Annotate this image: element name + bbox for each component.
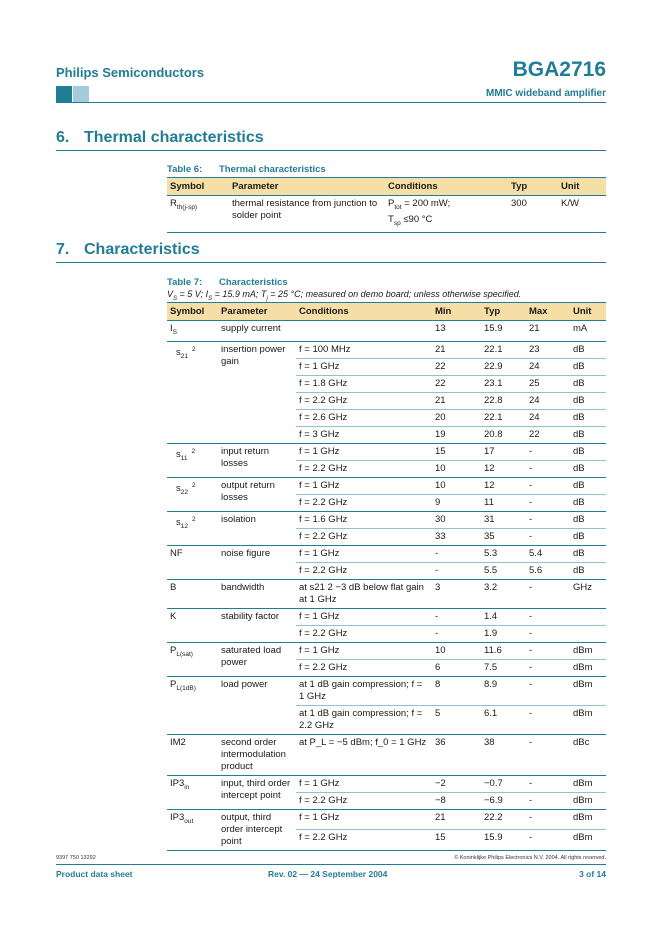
parameter-cell: noise figure	[218, 545, 296, 579]
min-cell: -	[432, 562, 481, 579]
table-row	[167, 608, 606, 625]
condition-cell: f = 2.2 GHz	[296, 392, 432, 409]
min-cell: 21	[432, 341, 481, 358]
unit-cell: dBm	[570, 642, 606, 659]
table-row	[167, 477, 606, 494]
condition-cell: at 1 dB gain compression; f = 2.2 GHz	[296, 705, 432, 734]
symbol-cell: $I_S$	[167, 321, 218, 342]
min-cell: 5	[432, 705, 481, 734]
condition-cell: f = 1 GHz	[296, 775, 432, 792]
unit-cell: dB	[570, 426, 606, 443]
min-cell: 20	[432, 409, 481, 426]
unit-cell: dB	[570, 375, 606, 392]
min-cell: 15	[432, 830, 481, 851]
typ-cell: 22.2	[481, 809, 526, 830]
typ-cell: 23.1	[481, 375, 526, 392]
unit-cell: dBm	[570, 809, 606, 830]
parameter-cell: saturated load power	[218, 642, 296, 676]
min-cell: 21	[432, 809, 481, 830]
condition-cell: at s21 2 −3 dB below flat gain at 1 GHz	[296, 579, 432, 608]
col-header: Typ	[508, 178, 558, 196]
section-6-heading: 6. Thermal characteristics	[56, 129, 264, 146]
characteristics-table	[167, 302, 606, 851]
min-cell: 22	[432, 375, 481, 392]
footer-page-number: 3 of 14	[579, 869, 606, 879]
footer-doc-type: Product data sheet	[56, 869, 133, 879]
typ-cell: 35	[481, 528, 526, 545]
parameter-cell: second order intermodulation product	[218, 734, 296, 775]
condition-cell: f = 2.2 GHz	[296, 528, 432, 545]
unit-cell: dB	[570, 511, 606, 528]
typ-cell: 15.9	[481, 321, 526, 342]
condition-cell: f = 1 GHz	[296, 642, 432, 659]
unit-cell: dB	[570, 460, 606, 477]
unit-cell: dB	[570, 409, 606, 426]
parameter-cell: load power	[218, 676, 296, 734]
symbol-cell: $IP3_{in}$	[167, 775, 218, 809]
min-cell: −8	[432, 792, 481, 809]
unit-cell: mA	[570, 321, 606, 342]
min-cell: -	[432, 625, 481, 642]
unit-cell: dB	[570, 392, 606, 409]
typ-cell: 5.3	[481, 545, 526, 562]
min-cell: 6	[432, 659, 481, 676]
condition-cell: at P_L = −5 dBm; f_0 = 1 GHz	[296, 734, 432, 775]
min-cell: 8	[432, 676, 481, 705]
max-cell: -	[526, 659, 570, 676]
part-number: BGA2716	[512, 58, 606, 81]
unit-cell	[570, 625, 606, 642]
col-header: Conditions	[296, 303, 432, 321]
unit-cell: dBm	[570, 792, 606, 809]
max-cell: 22	[526, 426, 570, 443]
unit-cell: dBm	[570, 775, 606, 792]
unit-cell: dBm	[570, 705, 606, 734]
unit-cell	[570, 608, 606, 625]
symbol-cell: NF	[167, 545, 218, 579]
min-cell: 3	[432, 579, 481, 608]
typ-cell: 8.9	[481, 676, 526, 705]
min-cell: 9	[432, 494, 481, 511]
symbol-cell: $s_{21}^2$	[167, 341, 218, 443]
symbol-cell: IM2	[167, 734, 218, 775]
document-number: 9397 750 13292	[56, 855, 96, 861]
typ-cell: 38	[481, 734, 526, 775]
condition-cell: f = 2.2 GHz	[296, 625, 432, 642]
parameter-cell: input, third order intercept point	[218, 775, 296, 809]
typ-cell: 3.2	[481, 579, 526, 608]
symbol-cell: K	[167, 608, 218, 642]
col-header: Unit	[558, 178, 606, 196]
condition-cell: f = 2.2 GHz	[296, 460, 432, 477]
max-cell: -	[526, 460, 570, 477]
condition-cell: f = 1 GHz	[296, 477, 432, 494]
unit-cell: dBc	[570, 734, 606, 775]
typ-cell: 12	[481, 477, 526, 494]
col-header: Max	[526, 303, 570, 321]
table-row	[167, 642, 606, 659]
condition-cell	[296, 321, 432, 342]
table-row	[167, 443, 606, 460]
min-cell: 22	[432, 358, 481, 375]
typ-cell: 1.9	[481, 625, 526, 642]
unit-cell: dB	[570, 477, 606, 494]
typ-cell: 6.1	[481, 705, 526, 734]
unit-cell: dBm	[570, 830, 606, 851]
max-cell: -	[526, 676, 570, 705]
unit-cell: dB	[570, 341, 606, 358]
condition-cell: f = 1 GHz	[296, 358, 432, 375]
unit-cell: dBm	[570, 676, 606, 705]
max-cell: 25	[526, 375, 570, 392]
condition-cell: f = 2.6 GHz	[296, 409, 432, 426]
col-header: Unit	[570, 303, 606, 321]
condition-cell: f = 2.2 GHz	[296, 792, 432, 809]
condition-cell: f = 2.2 GHz	[296, 562, 432, 579]
symbol-cell: $s_{12}^2$	[167, 511, 218, 545]
unit-cell: dB	[570, 358, 606, 375]
max-cell: 21	[526, 321, 570, 342]
unit-cell: dB	[570, 545, 606, 562]
parameter-cell: supply current	[218, 321, 296, 342]
max-cell: -	[526, 734, 570, 775]
min-cell: −2	[432, 775, 481, 792]
table-row	[167, 775, 606, 792]
max-cell: 23	[526, 341, 570, 358]
max-cell: 5.6	[526, 562, 570, 579]
condition-cell: f = 2.2 GHz	[296, 659, 432, 676]
table-row	[167, 579, 606, 608]
unit-cell: dB	[570, 528, 606, 545]
max-cell: -	[526, 809, 570, 830]
max-cell: -	[526, 528, 570, 545]
min-cell: 13	[432, 321, 481, 342]
col-header: Conditions	[385, 178, 508, 196]
col-header: Min	[432, 303, 481, 321]
max-cell: -	[526, 792, 570, 809]
typ-cell: 22.9	[481, 358, 526, 375]
table-row: $R_{th(j-sp)}$ thermal resistance from junction to solder point $P_{tot} = 200$ mW; $T_{sp} \le 90$ °C 300 K/W	[167, 196, 606, 233]
typ-cell: 5.5	[481, 562, 526, 579]
symbol-cell: $P_{L(1dB)}$	[167, 676, 218, 734]
typ-cell: 22.1	[481, 409, 526, 426]
unit-cell: dB	[570, 494, 606, 511]
max-cell: -	[526, 494, 570, 511]
brand-blocks	[56, 86, 89, 102]
footer-rule	[56, 864, 606, 865]
parameter-cell: insertion power gain	[218, 341, 296, 443]
max-cell: -	[526, 443, 570, 460]
condition-cell: at 1 dB gain compression; f = 1 GHz	[296, 676, 432, 705]
max-cell: 5.4	[526, 545, 570, 562]
table-row	[167, 321, 606, 342]
min-cell: 10	[432, 642, 481, 659]
typ-cell: 20.8	[481, 426, 526, 443]
max-cell: -	[526, 608, 570, 625]
max-cell: -	[526, 511, 570, 528]
max-cell: -	[526, 579, 570, 608]
typ-cell: 7.5	[481, 659, 526, 676]
max-cell: -	[526, 775, 570, 792]
unit-cell: dB	[570, 562, 606, 579]
max-cell: -	[526, 477, 570, 494]
typ-cell: −6.9	[481, 792, 526, 809]
col-header: Symbol	[167, 178, 229, 196]
parameter-cell: output return losses	[218, 477, 296, 511]
min-cell: 30	[432, 511, 481, 528]
typ-cell: 12	[481, 460, 526, 477]
typ-cell: 11.6	[481, 642, 526, 659]
typ-cell: 22.1	[481, 341, 526, 358]
min-cell: -	[432, 608, 481, 625]
company-name: Philips Semiconductors	[56, 65, 205, 80]
section-6-rule	[56, 150, 606, 151]
condition-cell: f = 1 GHz	[296, 545, 432, 562]
condition-cell: f = 1 GHz	[296, 443, 432, 460]
typ-cell: 22.8	[481, 392, 526, 409]
condition-cell: f = 1 GHz	[296, 608, 432, 625]
table-6-caption: Table 6: Thermal characteristics	[167, 164, 326, 175]
copyright-notice: © Koninklijke Philips Electronics N.V. 2004. All rights reserved.	[454, 855, 606, 861]
max-cell: 24	[526, 392, 570, 409]
col-header: Symbol	[167, 303, 218, 321]
typ-cell: 17	[481, 443, 526, 460]
table-7-conditions-note: $V_S = 5$ V; $I_S = 15.9$ mA; $T_j = 25$ °C; measured on demo board; unless otherwise specified.	[167, 289, 522, 302]
unit-cell: dB	[570, 443, 606, 460]
min-cell: 15	[432, 443, 481, 460]
table-row	[167, 545, 606, 562]
typ-cell: −0.7	[481, 775, 526, 792]
parameter-cell: isolation	[218, 511, 296, 545]
typ-cell: 15.9	[481, 830, 526, 851]
condition-cell: f = 3 GHz	[296, 426, 432, 443]
condition-cell: f = 1.8 GHz	[296, 375, 432, 392]
min-cell: 19	[432, 426, 481, 443]
min-cell: 10	[432, 477, 481, 494]
typ-cell: 31	[481, 511, 526, 528]
document-subtitle: MMIC wideband amplifier	[485, 88, 606, 99]
table-row	[167, 734, 606, 775]
max-cell: -	[526, 625, 570, 642]
min-cell: 36	[432, 734, 481, 775]
condition-cell: f = 1 GHz	[296, 809, 432, 830]
table-row	[167, 676, 606, 705]
condition-cell: f = 1.6 GHz	[296, 511, 432, 528]
table-7-caption: Table 7: Characteristics	[167, 277, 288, 288]
table-row	[167, 341, 606, 358]
table-row	[167, 809, 606, 830]
parameter-cell: output, third order intercept point	[218, 809, 296, 850]
col-header: Typ	[481, 303, 526, 321]
min-cell: -	[432, 545, 481, 562]
section-7-heading: 7. Characteristics	[56, 241, 200, 258]
section-7-rule	[56, 262, 606, 263]
footer-revision: Rev. 02 — 24 September 2004	[268, 869, 388, 879]
parameter-cell: stability factor	[218, 608, 296, 642]
typ-cell: 1.4	[481, 608, 526, 625]
parameter-cell: bandwidth	[218, 579, 296, 608]
header-rule	[56, 102, 606, 103]
symbol-cell: $s_{22}^2$	[167, 477, 218, 511]
min-cell: 10	[432, 460, 481, 477]
condition-cell: f = 2.2 GHz	[296, 830, 432, 851]
max-cell: -	[526, 830, 570, 851]
symbol-cell: $P_{L(sat)}$	[167, 642, 218, 676]
parameter-cell: input return losses	[218, 443, 296, 477]
condition-cell: f = 2.2 GHz	[296, 494, 432, 511]
thermal-table	[167, 177, 606, 233]
min-cell: 21	[432, 392, 481, 409]
unit-cell: GHz	[570, 579, 606, 608]
symbol-cell: $s_{11}^2$	[167, 443, 218, 477]
max-cell: -	[526, 642, 570, 659]
max-cell: 24	[526, 358, 570, 375]
max-cell: 24	[526, 409, 570, 426]
typ-cell: 11	[481, 494, 526, 511]
col-header: Parameter	[218, 303, 296, 321]
col-header: Parameter	[229, 178, 385, 196]
max-cell: -	[526, 705, 570, 734]
table-row	[167, 511, 606, 528]
condition-cell: f = 100 MHz	[296, 341, 432, 358]
min-cell: 33	[432, 528, 481, 545]
symbol-cell: B	[167, 579, 218, 608]
unit-cell: dBm	[570, 659, 606, 676]
symbol-cell: $IP3_{out}$	[167, 809, 218, 850]
